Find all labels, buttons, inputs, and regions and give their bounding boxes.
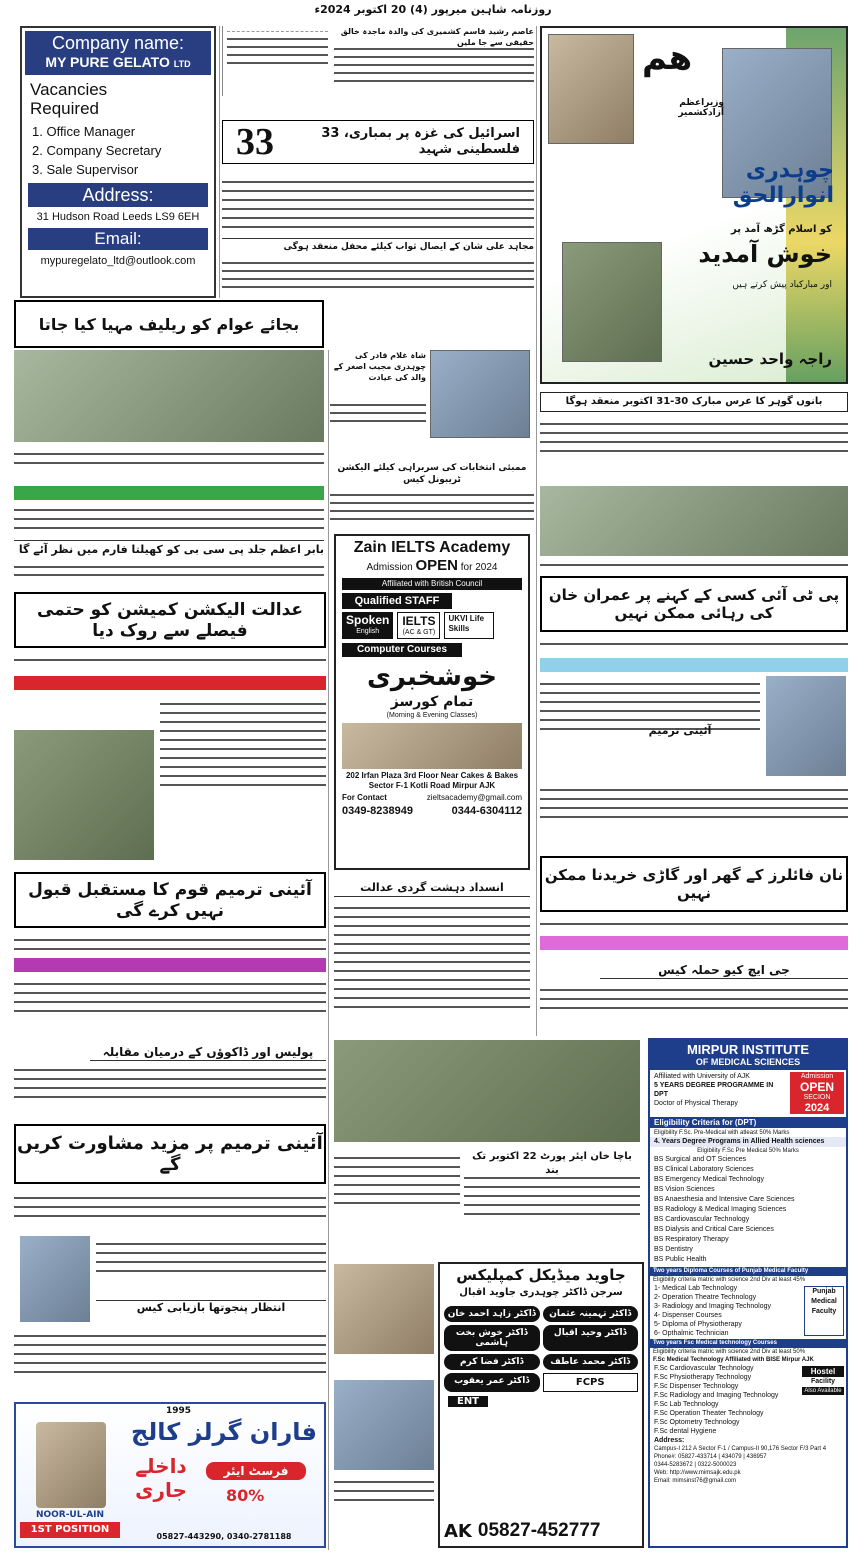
gelato-company-label: Company name:: [51, 33, 185, 53]
gelato-email: mypuregelato_ltd@outlook.com: [40, 255, 196, 267]
news-lines-center-c: [464, 1170, 640, 1256]
bs-program: BS Public Health: [654, 1256, 707, 1263]
mirpur-facility: Facility: [810, 1378, 836, 1385]
news-lines-right-e: [540, 782, 848, 846]
mirpur-subtitle: OF MEDICAL SCIENCES: [695, 1057, 801, 1067]
mirpur-punjab: Punjab Medical Faculty: [804, 1286, 844, 1336]
mirpur-contact: [650, 1436, 846, 1486]
news-lines-left-g: [14, 976, 326, 1036]
mirpur-fsc: Two years Fsc Medical technology Courses: [650, 1339, 846, 1348]
news-lines-right-b: [540, 558, 848, 574]
fsc-item: F.Sc Physiotherapy Technology: [654, 1374, 752, 1381]
news-lines-left-c: [14, 560, 324, 586]
clinic-ad: [438, 1262, 644, 1548]
mirpur-mobile: 0344-5283672 | 0322-5000023: [654, 1462, 737, 1468]
column-rule: [536, 26, 537, 1036]
college-position: 1ST POSITION: [20, 1522, 120, 1538]
clinic-fcps: FCPS: [543, 1373, 639, 1392]
doctor-name: ڈاکٹر وحید اقبال: [543, 1325, 639, 1351]
mirpur-email: Email: mimsinst76@gmail.com: [654, 1478, 737, 1484]
nonfiler-headline-text: نان فائلرز کے گھر اور گاڑی خریدنا ممکن نہیں: [544, 866, 844, 902]
doctor-name: ڈاکٹر خوش بخت ہاشمی: [444, 1325, 540, 1351]
ielts-ukvi: UKVI Life Skills: [444, 612, 494, 639]
news-lines-center-b: [334, 1150, 460, 1260]
diploma-item: 4- Dispenser Courses: [654, 1312, 722, 1319]
bilawal-photo: [334, 1380, 434, 1470]
politician-photo: [20, 1236, 90, 1322]
gelato-vacancies: Vacancies Required: [30, 80, 108, 118]
mirpur-fsc3: F.Sc Medical Technology Affiliated with BISE Mirpur AJK: [653, 1357, 814, 1363]
bs-program: BS Respiratory Therapy: [654, 1236, 729, 1243]
news-brief: [222, 26, 332, 96]
college-ad: [14, 1402, 326, 1548]
sheikh-photo: [430, 350, 530, 438]
ielts-ielts: IELTS: [402, 614, 436, 628]
ielts-classroom-photo: [342, 723, 522, 769]
pm-ad-title-small: وزیراعظم آزادکشمیر: [678, 98, 724, 118]
mirpur-ad: [648, 1038, 848, 1548]
highlight-strip-pink: [540, 936, 848, 950]
mirpur-admission-badge: [790, 1072, 844, 1114]
mirpur-hostel: Hostel: [802, 1366, 844, 1377]
ielts-courses: تمام کورسز: [390, 694, 474, 710]
fsc-item: F.Sc Lab Technology: [654, 1401, 719, 1408]
news-lines-center-d: [334, 1474, 434, 1534]
mashawrat-headline-text: آئینی ترمیم پر مزید مشاورت کریں گے: [17, 1133, 323, 1175]
ielts-contact: For Contact: [342, 793, 387, 802]
bs-program: BS Cardiovascular Technology: [654, 1216, 750, 1223]
doctor-name: ڈاکٹر تہمینہ عثمان: [543, 1306, 639, 1322]
urs-headline: بانوں گوہر کا عرس مبارک 30-31 اکتوبر منعقد ہوگا: [540, 392, 848, 412]
college-phone: 05827-443290, 0340-2781188: [156, 1532, 292, 1541]
pm-ad-big-word: ھم: [642, 38, 693, 78]
highlight-strip-lightblue: [540, 658, 848, 672]
clinic-ak: AK: [444, 1520, 472, 1542]
fsc-item: F.Sc Radiology and Imaging Technology: [654, 1392, 779, 1399]
pm-ad-subtext: اور مبارکباد پیش کرتے ہیں: [732, 280, 832, 290]
tarmeem-headline: آئینی ترمیم: [648, 724, 712, 737]
position-item: 3. Sale Supervisor: [32, 162, 139, 177]
qaum-headline-text: آئینی ترمیم قوم کا مستقبل قبول نہیں کرے گی: [28, 879, 312, 921]
news-lines-center-a: [334, 900, 530, 1030]
news-lines-left-e: [160, 696, 326, 862]
doctor-name: ڈاکٹر زاہد احمد خان: [444, 1306, 540, 1322]
highlight-strip-red: [14, 676, 326, 690]
position-item: 2. Company Secretary: [32, 143, 162, 158]
position-item: 1. Office Manager: [32, 124, 136, 139]
police-headline: پولیس اور ڈاکوؤں کے درمیان مقابلہ: [90, 1044, 326, 1061]
pm-welcome-ad: [540, 26, 848, 384]
mirpur-diploma: Two years Diploma Courses of Punjab Medical Faculty: [650, 1267, 846, 1276]
ielts-phone-1: 0349-8238949: [342, 805, 413, 817]
mirpur-open: OPEN: [799, 1080, 834, 1094]
highlight-strip-purple: [14, 958, 326, 972]
pm-ad-sponsor: راجہ واحد حسین: [708, 350, 832, 368]
column-rule: [219, 26, 220, 298]
doctor-name: ڈاکٹر عمر یعقوب: [444, 1373, 540, 1392]
mirpur-affil: Affiliated with University of AJK: [654, 1073, 750, 1080]
qaum-headline: [14, 872, 326, 928]
bs-program: BS Clinical Laboratory Sciences: [654, 1166, 754, 1173]
mirpur-dpt: 5 YEARS DEGREE PROGRAMME IN DPT: [654, 1082, 774, 1098]
mirpur-elig-dpt: Eligibility Criteria for (DPT): [650, 1117, 846, 1128]
adalat-headline-text: عدالت الیکشن کمیشن کو حتمی فیصلے سے روک دیا: [36, 599, 304, 641]
fsc-item: F.Sc Dispenser Technology: [654, 1383, 739, 1390]
relief-headline: [14, 300, 324, 348]
ielts-english: English: [356, 628, 380, 635]
intezar-headline: انتظار پنجوتھا بازیابی کیس: [96, 1300, 326, 1315]
ielts-classes: (Morning & Evening Classes): [386, 712, 478, 719]
highlight-strip-green: [14, 486, 324, 500]
ielts-email: zieltsacademy@gmail.com: [426, 793, 522, 802]
gelato-ad: [20, 26, 216, 298]
mirpur-allied: 4. Years Degree Programs in Allied Health sciences: [650, 1137, 846, 1147]
rana-photo: [766, 676, 846, 776]
diploma-item: 6- Opthalmic Technician: [654, 1330, 729, 1337]
mirpur-hostel-badge: [802, 1366, 844, 1434]
ielts-open: OPEN: [415, 557, 458, 574]
ielts-spoken: Spoken: [346, 613, 390, 627]
pm-ad-welcome: خوش آمدید: [698, 240, 832, 268]
pm-photo-small: [548, 34, 634, 144]
college-student: NOOR-UL-AIN: [35, 1510, 105, 1520]
college-est: 1995: [166, 1406, 192, 1416]
bs-program: BS Vision Sciences: [654, 1186, 715, 1193]
mirpur-diploma2: Eligibility criteria matric with science 2nd Div at least 45%: [653, 1277, 806, 1283]
doctor-name: ڈاکٹر محمد عاطف: [543, 1354, 639, 1370]
news-lines-right-g: [540, 982, 848, 1032]
gelato-ltd: LTD: [173, 59, 191, 69]
bs-program: BS Emergency Medical Technology: [654, 1176, 764, 1183]
diploma-item: 3- Radiology and Imaging Technology: [654, 1303, 772, 1310]
gaza-headline-box: [222, 120, 534, 164]
ielts-address: 202 Irfan Plaza 3rd Floor Near Cakes & Bakes Sector F-1 Kotli Road Mirpur AJK: [345, 771, 519, 790]
group-photo: [14, 350, 324, 442]
news-lines-left-f: [14, 932, 326, 956]
news-lines-left-k: [14, 1328, 326, 1394]
pm-ad-welcome-line: کو اسلام گڑھ آمد پر: [731, 224, 832, 235]
mirpur-address-label: Address:: [654, 1437, 685, 1444]
ghq-headline: جی ایچ کیو حملہ کیس: [600, 962, 848, 979]
clinic-sub: سرجن ڈاکٹر چوہدری جاوید اقبال: [459, 1287, 623, 1298]
college-admission: داخلے جاری: [135, 1454, 187, 1502]
office-photo: [540, 486, 848, 556]
mirpur-title: MIRPUR INSTITUTE: [686, 1042, 810, 1057]
meeting-photo: [334, 1040, 640, 1142]
gaza-headline: اسرائیل کی غزہ پر بمباری، 33 فلسطینی شہید: [321, 126, 520, 157]
college-name: فاران گرلز کالج: [130, 1418, 318, 1446]
fsc-item: F.Sc Cardiovascular Technology: [654, 1365, 754, 1372]
ielts-spoken-box: [342, 612, 393, 639]
ielts-year: for 2024: [460, 562, 498, 573]
mirpur-fsc-list: [650, 1364, 800, 1436]
news-lines-left-d: [14, 652, 326, 674]
maryam-photo: [334, 1264, 434, 1354]
ielts-acgt: (AC & GT): [402, 629, 436, 636]
diploma-item: 5- Diploma of Physiotherapy: [654, 1321, 742, 1328]
news-lines-2: [222, 174, 534, 234]
news-lines-right-f: [540, 916, 848, 934]
news-lines-3: [222, 256, 534, 296]
mirpur-session: SECION: [803, 1094, 831, 1101]
doctor-name: ڈاکٹر فضا کرم: [444, 1354, 540, 1370]
imran-headline-text: پی ٹی آئی کسی کے کہنے پر عمران خان کی رہائی ممکن نہیں: [548, 586, 840, 622]
bs-program: BS Dentistry: [654, 1246, 693, 1253]
gelato-address: 31 Hudson Road Leeds LS9 6EH: [36, 211, 200, 223]
mirpur-address: Campus-I 212 A Sector F-1 / Campus-II 90,176 Sector F/3 Part 4: [654, 1446, 827, 1452]
ielts-phone-2: 0344-6304112: [451, 805, 522, 817]
atc-headline: انسداد دہشت گردی عدالت: [334, 880, 530, 897]
gelato-company-name: MY PURE GELATO: [45, 54, 170, 70]
news-lines-left-i: [14, 1190, 326, 1230]
clinic-ent: ENT: [448, 1396, 488, 1407]
headline-majlis: مجاہد علی شان کے ایصال ثواب کیلئے محفل منعقد ہوگی: [222, 238, 534, 253]
gaza-headline-number: 33: [236, 121, 274, 163]
diploma-item: 2- Operation Theatre Technology: [654, 1294, 757, 1301]
student-photo: [36, 1422, 106, 1508]
gelato-company-box: [25, 31, 211, 75]
headline-condolence: عاصم رشید قاسم کشمیری کی والدہ ماجدہ خالق حقیقی سے جا ملیں: [340, 27, 534, 47]
ielts-affiliated: Affiliated with British Council: [342, 578, 522, 590]
mirpur-year: 2024: [804, 1102, 830, 1114]
tribunal-headline: ممبئی انتخابات کی سربراہی کیلئے الیکشن ٹریبونل کیس: [337, 463, 527, 485]
news-lines-left-h: [14, 1062, 326, 1118]
mashawrat-headline: [14, 1124, 326, 1184]
mirpur-allied2: Eligibility F.Sc Pre Medical 50% Marks: [697, 1148, 799, 1154]
bs-program: BS Anaesthesia and Intensive Care Sciences: [654, 1196, 795, 1203]
mirpur-also: Also Available: [802, 1387, 844, 1395]
ielts-staff: Qualified STAFF: [342, 593, 452, 609]
ielts-admission: Admission: [366, 562, 413, 573]
mirpur-dpt2: Doctor of Physical Therapy: [654, 1100, 738, 1107]
mirpur-admission: Admission: [800, 1073, 834, 1080]
mirpur-phone: Phone#: 05827-433714 | 434079 | 436957: [654, 1454, 767, 1460]
pm-ad-name: چوہدری انوارالحق: [732, 158, 834, 208]
visit-headline: شاہ غلام قادر کی چوہدری مجیب اصغر کے والد کی عیادت: [333, 351, 426, 382]
sponsor-photo: [562, 242, 662, 362]
news-lines-mid: [330, 488, 534, 528]
news-lines: [334, 42, 534, 96]
adalat-headline: [14, 592, 326, 648]
mirpur-title-bar: [650, 1040, 846, 1070]
clinic-title: جاوید میڈیکل کمپلیکس: [456, 1266, 626, 1284]
college-first-year: فرسٹ ایئر: [206, 1462, 306, 1480]
bs-program: BS Dialysis and Critical Care Sciences: [654, 1226, 774, 1233]
ielts-title: Zain IELTS Academy: [353, 539, 511, 556]
mirpur-diploma-list: [650, 1284, 802, 1338]
mirpur-elig-dpt2: Eligibility F.Sc. Pre-Medical with atleast 50% Marks: [654, 1130, 790, 1136]
masthead: روزنامہ شاہین میرپور (4) 20 اکتوبر 2024ء: [314, 3, 552, 16]
babar-headline: بابر اعظم جلد پی سی بی کو کھیلتا فارم میں نظر آئے گا: [14, 540, 324, 557]
news-lines-left-a: [14, 446, 324, 482]
ielts-ielts-box: [397, 612, 440, 639]
ielts-ad: [334, 534, 530, 870]
gelato-email-label: Email:: [28, 228, 208, 250]
column-rule: [328, 350, 329, 1550]
fsc-item: F.Sc Optometry Technology: [654, 1419, 740, 1426]
gelato-positions: [22, 120, 214, 181]
fsc-item: F.Sc dental Hygiene: [654, 1428, 717, 1435]
diploma-item: 1- Medical Lab Technology: [654, 1285, 738, 1292]
ielts-computer: Computer Courses: [342, 643, 462, 657]
news-column-top-middle: [222, 26, 534, 298]
mirpur-fsc2: Eligibility criteria matric with science 2nd Div at least 50%: [653, 1349, 806, 1355]
mirpur-web: Web: http://www.mimsajk.edu.pk: [654, 1470, 741, 1476]
mirpur-bs-list: [650, 1155, 846, 1265]
news-lines-right-a: [540, 416, 848, 480]
students-photo: [14, 730, 154, 860]
news-lines-right-c: [540, 636, 848, 656]
sheikh-rashid-block: [330, 350, 534, 444]
nonfiler-headline: [540, 856, 848, 912]
fsc-item: F.Sc Operation Theater Technology: [654, 1410, 764, 1417]
airport-headline: باچا خان ایئر پورٹ 22 اکتوبر تک بند: [464, 1150, 640, 1179]
gelato-address-label: Address:: [28, 183, 208, 207]
college-percent: 80%: [226, 1486, 265, 1505]
bs-program: BS Surgical and OT Sciences: [654, 1156, 747, 1163]
ielts-khushkhabri: خوشخبری: [367, 662, 497, 692]
imran-headline: [540, 576, 848, 632]
relief-headline-text: بجائے عوام کو ریلیف مہیا کیا جاتا: [38, 314, 300, 334]
clinic-phone: 05827-452777: [477, 1520, 601, 1541]
news-lines-left-j: [96, 1236, 326, 1296]
bs-program: BS Radiology & Medical Imaging Sciences: [654, 1206, 787, 1213]
